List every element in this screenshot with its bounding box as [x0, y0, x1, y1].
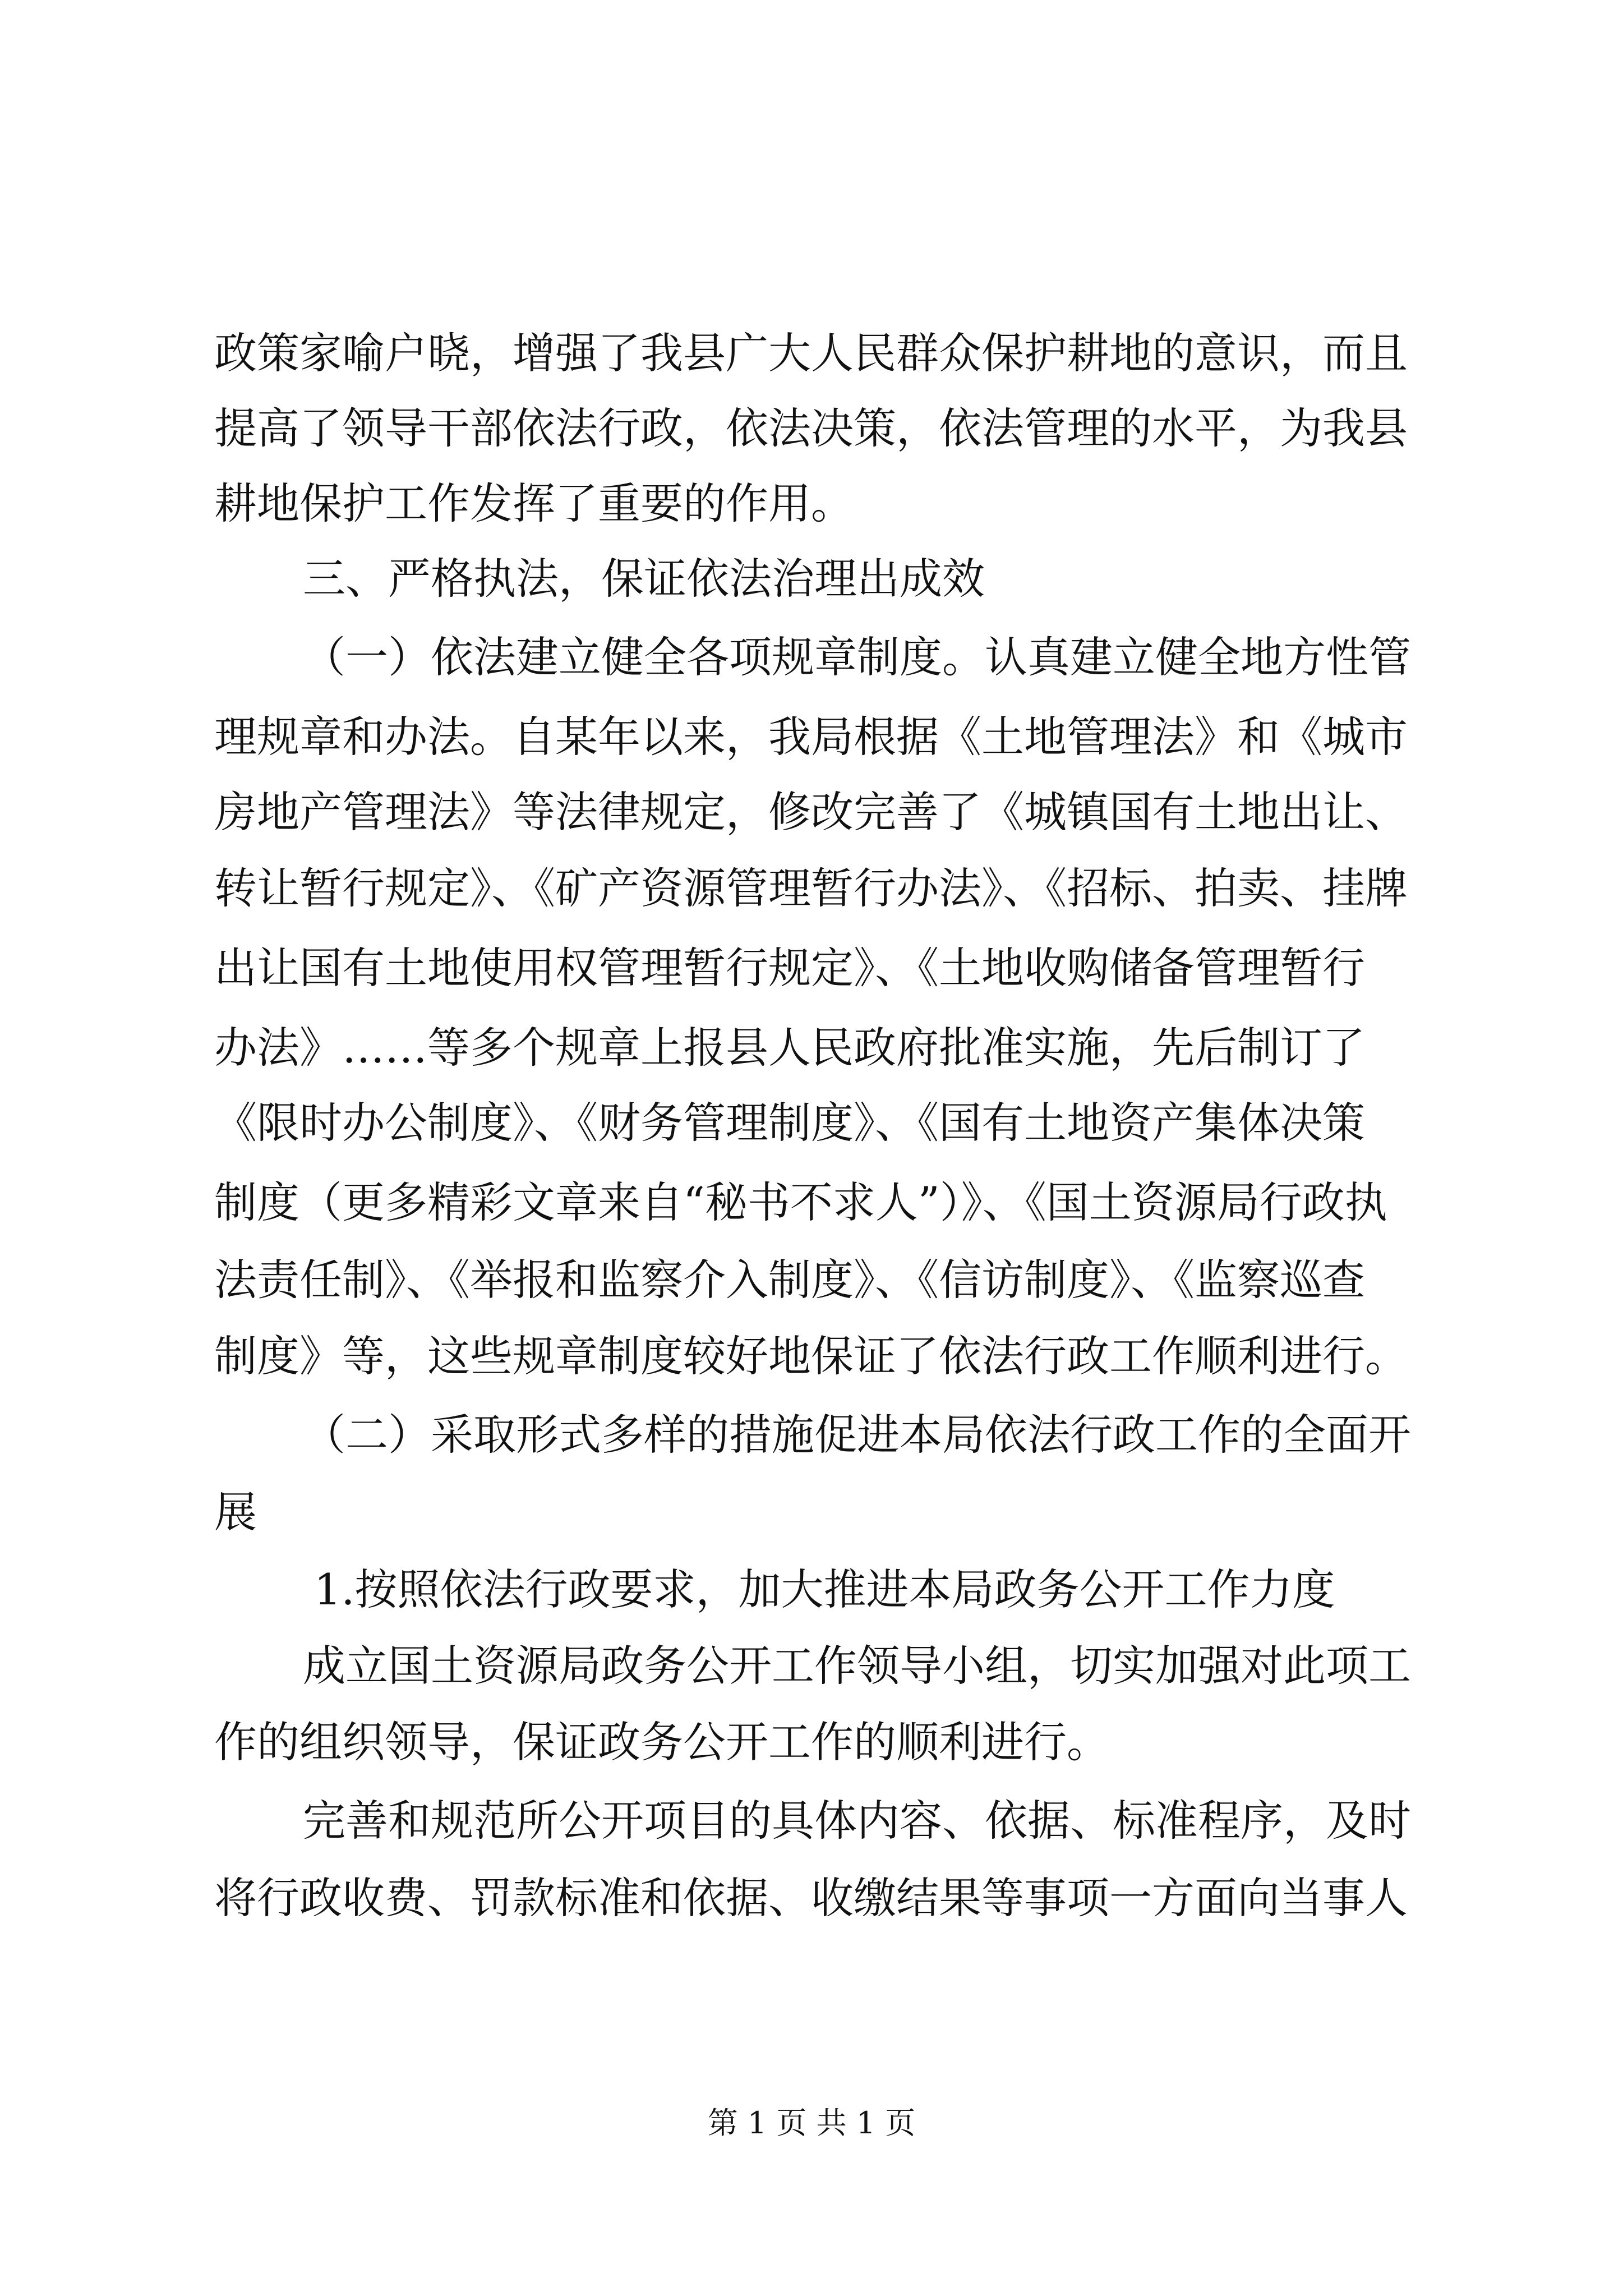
- body-text-line: （二）采取形式多样的措施促进本局依法行政工作的全面开: [303, 1410, 1411, 1460]
- body-text-line: 房地产管理法》等法律规定，修改完善了《城镇国有土地出让、: [214, 787, 1408, 837]
- body-text-line: 《限时办公制度》、《财务管理制度》、《国有土地资产集体决策: [214, 1098, 1365, 1148]
- body-text-line: 制度》等，这些规章制度较好地保证了依法行政工作顺利进行。: [214, 1331, 1408, 1381]
- body-text-line: 办法》……等多个规章上报县人民政府批准实施，先后制订了: [214, 1023, 1365, 1073]
- body-text-line: 理规章和办法。自某年以来，我局根据《土地管理法》和《城市: [214, 712, 1408, 762]
- page-number-footer: 第 1 页 共 1 页: [707, 2105, 916, 2141]
- body-text-line: 制度（更多精彩文章来自“秘书不求人”）》、《国土资源局行政执: [214, 1177, 1387, 1227]
- body-text-line: 法责任制》、《举报和监察介入制度》、《信访制度》、《监察巡查: [214, 1255, 1365, 1305]
- body-text-line: 出让国有土地使用权管理暂行规定》、《土地收购储备管理暂行: [214, 943, 1365, 993]
- section-heading: 三、严格执法，保证依法治理出成效: [303, 554, 985, 604]
- body-text-line: 提高了领导干部依法行政，依法决策，依法管理的水平，为我县: [214, 403, 1408, 453]
- body-text-line: 作的组织领导，保证政务公开工作的顺利进行。: [214, 1717, 1109, 1767]
- body-text-line: 将行政收费、罚款标准和依据、收缴结果等事项一方面向当事人: [214, 1873, 1408, 1923]
- body-text-line: 展: [214, 1487, 257, 1537]
- body-text-line: 政策家喻户晓，增强了我县广大人民群众保护耕地的意识，而且: [214, 328, 1408, 378]
- body-text-line: （一）依法建立健全各项规章制度。认真建立健全地方性管: [303, 632, 1411, 682]
- body-text-line: 成立国土资源局政务公开工作领导小组，切实加强对此项工: [303, 1641, 1411, 1691]
- subheading-line: 1.按照依法行政要求，加大推进本局政务公开工作力度: [314, 1565, 1335, 1614]
- body-text-line: 耕地保护工作发挥了重要的作用。: [214, 478, 854, 528]
- body-text-line: 完善和规范所公开项目的具体内容、依据、标准程序，及时: [303, 1796, 1411, 1846]
- body-text-line: 转让暂行规定》、《矿产资源管理暂行办法》、《招标、拍卖、挂牌: [214, 863, 1408, 913]
